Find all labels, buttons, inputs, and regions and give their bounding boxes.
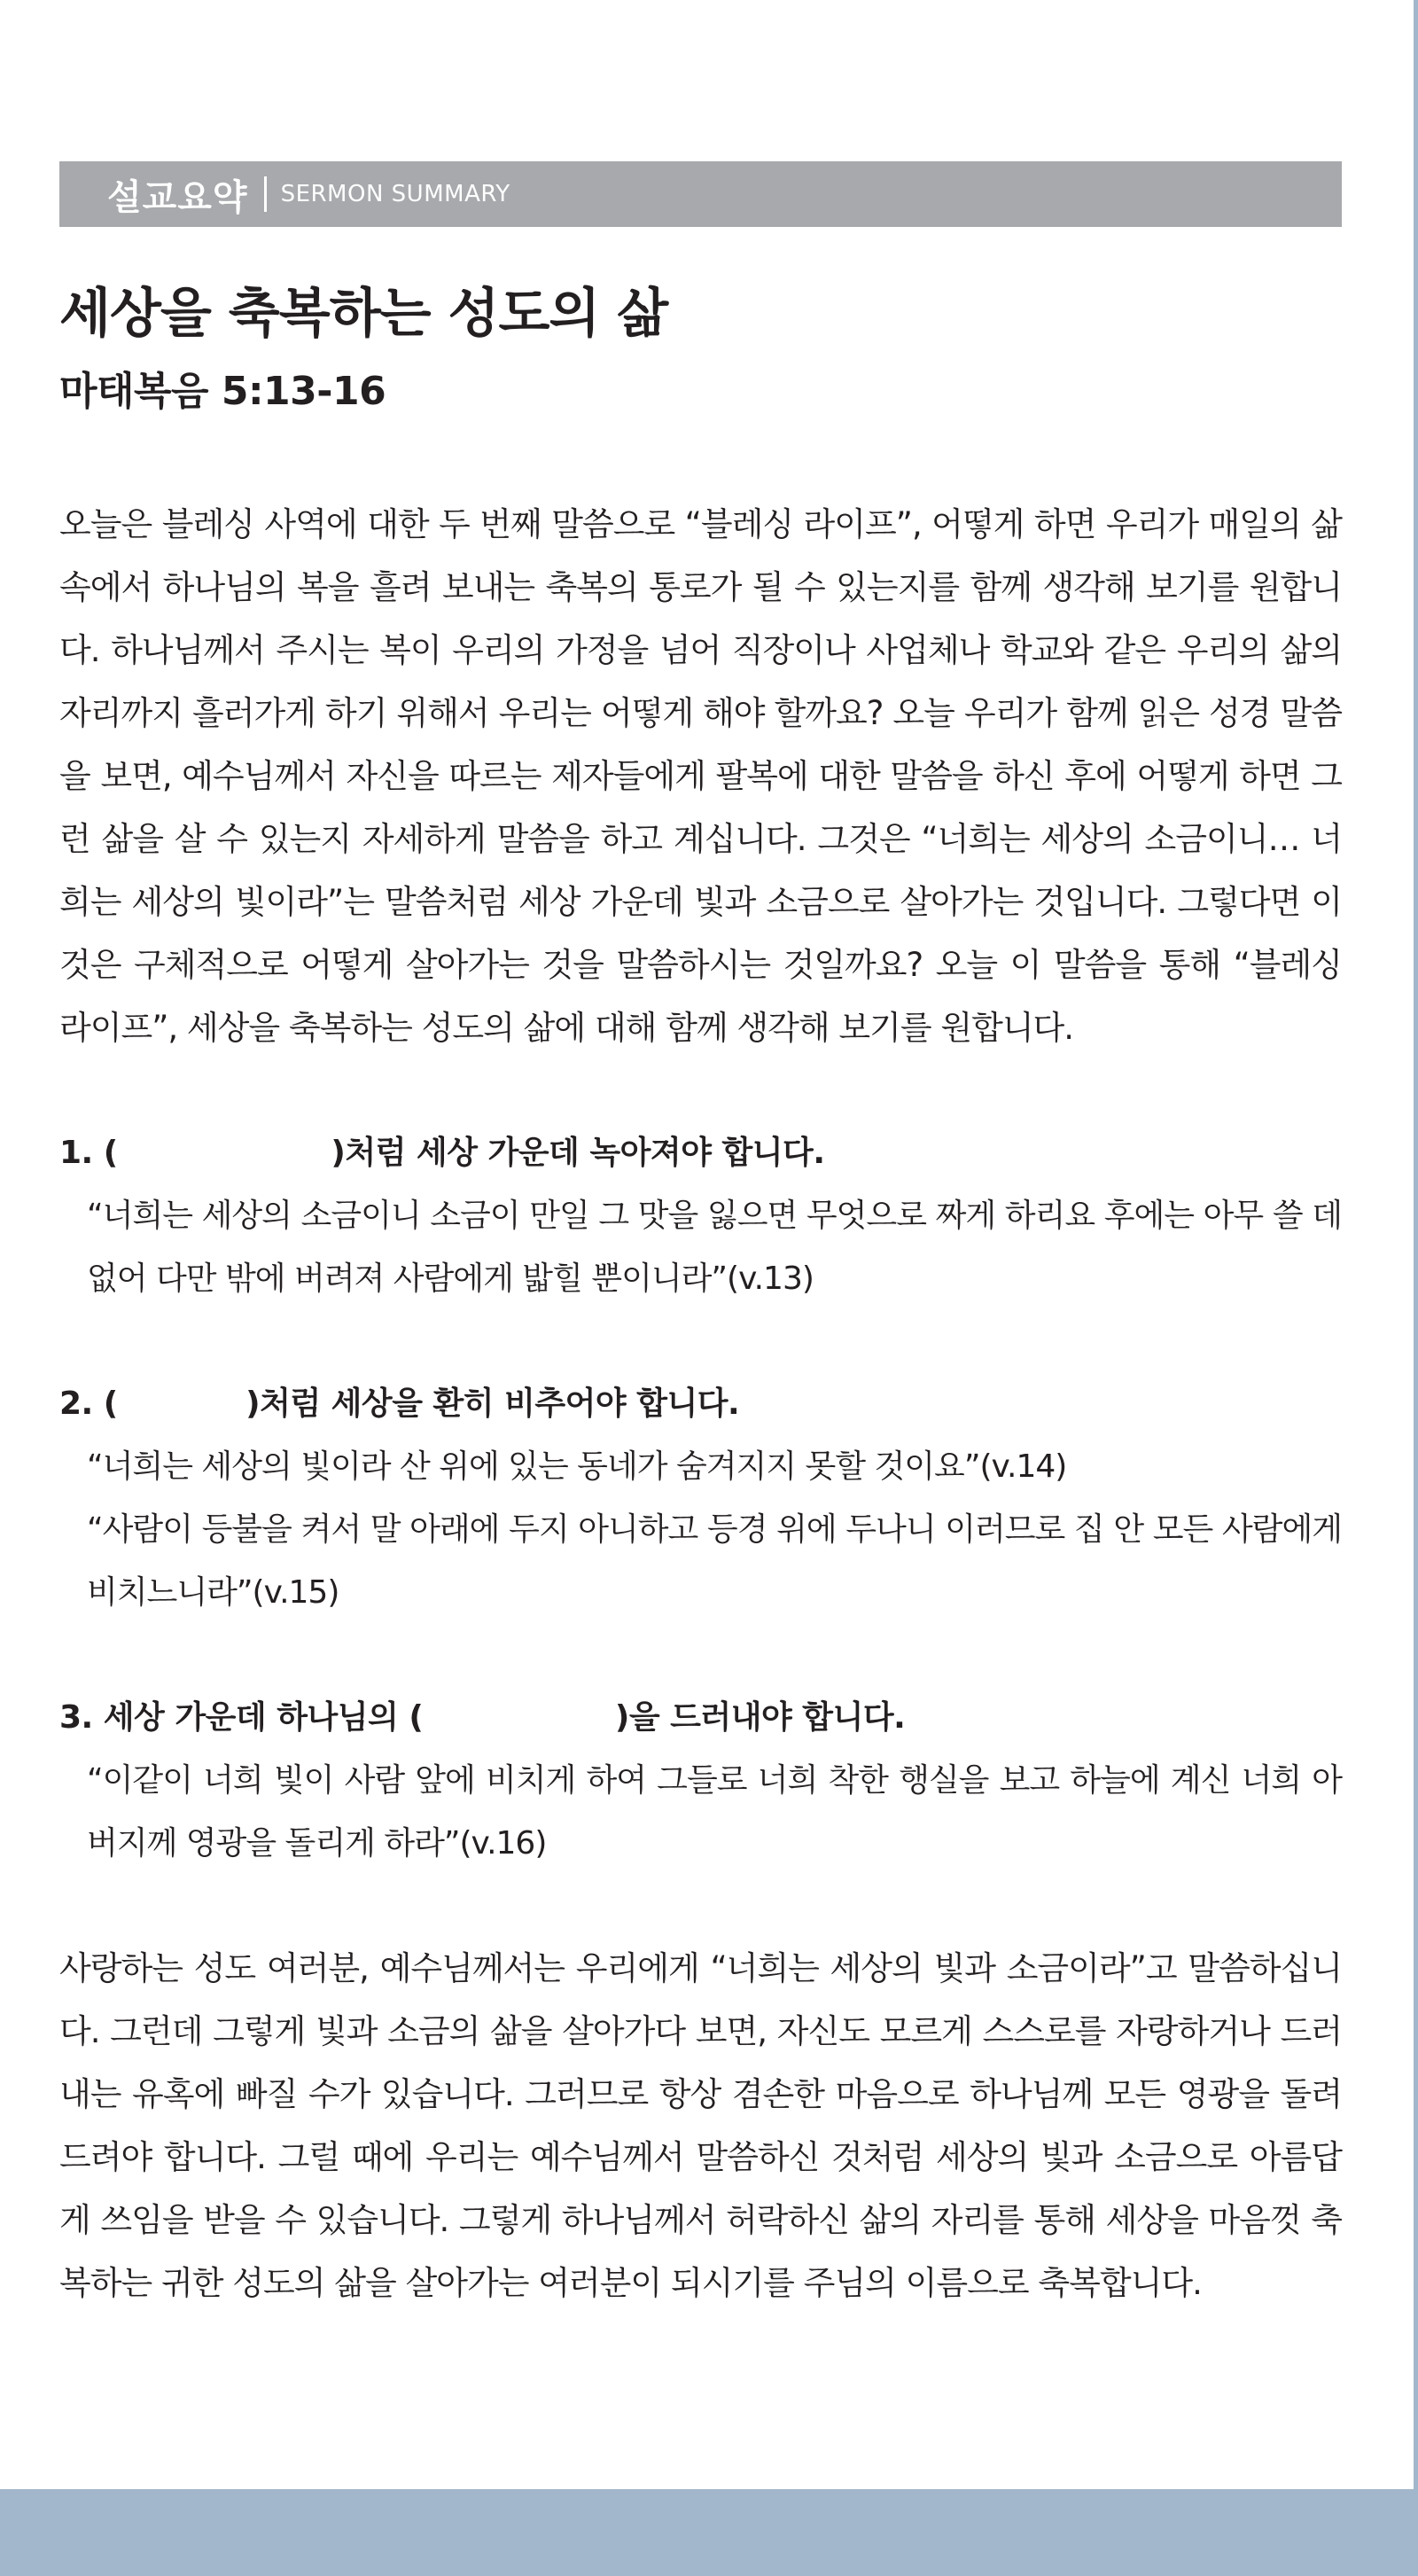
point-heading: 2. ( )처럼 세상을 환히 비추어야 합니다. — [59, 1386, 740, 1422]
closing-paragraph: 사랑하는 성도 여러분, 예수님께서는 우리에게 “너희는 세상의 빛과 소금이라”고 말씀하십니다. 그런데 그렇게 빛과 소금의 삶을 살아가다 보면, 자신도 모르게 스스로를 자랑하거나 드러내는 유혹에 빠질 수가 있습니다. 그러므로 항상 겸손한 마음으로 하나님께 모든 영광을 돌려 드려야 합니다. 그럴 때에 우리는 예수님께서 말씀하신 것처럼 세상의 빛과 소금으로 아름답게 쓰임을 받을 수 있습니다. 그렇게 하나님께서 허락하신 삶의 자리를 통해 세상을 마음껏 축복하는 귀한 성도의 삶을 살아가는 여러분이 되시기를 주님의 이름으로 축복합니다. — [59, 1949, 1342, 2302]
point-3 — [59, 1686, 1342, 1875]
scripture-reference: 마태복음 5:13-16 — [59, 369, 386, 414]
verse-quote: “이같이 너희 빛이 사람 앞에 비치게 하여 그들로 너희 착한 행실을 보고 하늘에 계신 너희 아버지께 영광을 돌리게 하라”(v.16) — [87, 1762, 1342, 1862]
point-heading: 1. ( )처럼 세상 가운데 녹아져야 합니다. — [59, 1135, 825, 1171]
point-1 — [59, 1121, 1342, 1310]
header-divider — [264, 176, 267, 212]
section-header-bar — [59, 161, 1342, 227]
footer-bar — [0, 2489, 1418, 2576]
intro-paragraph: 오늘은 블레싱 사역에 대한 두 번째 말씀으로 “블레싱 라이프”, 어떻게 하면 우리가 매일의 삶 속에서 하나님의 복을 흘려 보내는 축복의 통로가 될 수 있는지를 함께 생각해 보기를 원합니다. 하나님께서 주시는 복이 우리의 가정을 넘어 직장이나 사업체나 학교와 같은 우리의 삶의 자리까지 흘러가게 하기 위해서 우리는 어떻게 해야 할까요? 오늘 우리가 함께 읽은 성경 말씀을 보면, 예수님께서 자신을 따르는 제자들에게 팔복에 대한 말씀을 하신 후에 어떻게 하면 그런 삶을 살 수 있는지 자세하게 말씀을 하고 계십니다. 그것은 “너희는 세상의 소금이니… 너희는 세상의 빛이라”는 말씀처럼 세상 가운데 빛과 소금으로 살아가는 것입니다. 그렇다면 이것은 구체적으로 어떻게 살아가는 것을 말씀하시는 것일까요? 오늘 이 말씀을 통해 “블레싱 라이프”, 세상을 축복하는 성도의 삶에 대해 함께 생각해 보기를 원합니다. — [59, 505, 1342, 1047]
point-heading: 3. 세상 가운데 하나님의 ( )을 드러내야 합니다. — [59, 1699, 906, 1736]
section-label-english: SERMON SUMMARY — [280, 181, 510, 207]
verse-quote: “너희는 세상의 소금이니 소금이 만일 그 맛을 잃으면 무엇으로 짜게 하리요 후에는 아무 쓸 데 없어 다만 밖에 버려져 사람에게 밟힐 뿐이니라”(v.13) — [87, 1198, 1342, 1297]
section-label-korean: 설교요약 — [107, 176, 248, 218]
verse-quote: “사람이 등불을 켜서 말 아래에 두지 아니하고 등경 위에 두나니 이러므로 집 안 모든 사람에게 비치느니라”(v.15) — [87, 1511, 1342, 1611]
point-2 — [59, 1372, 1342, 1624]
sermon-body — [59, 493, 1342, 2314]
right-edge-stripe — [1414, 0, 1418, 2489]
sermon-title: 세상을 축복하는 성도의 삶 — [59, 283, 668, 345]
verse-quote: “너희는 세상의 빛이라 산 위에 있는 동네가 숨겨지지 못할 것이요”(v.14) — [87, 1448, 1067, 1485]
